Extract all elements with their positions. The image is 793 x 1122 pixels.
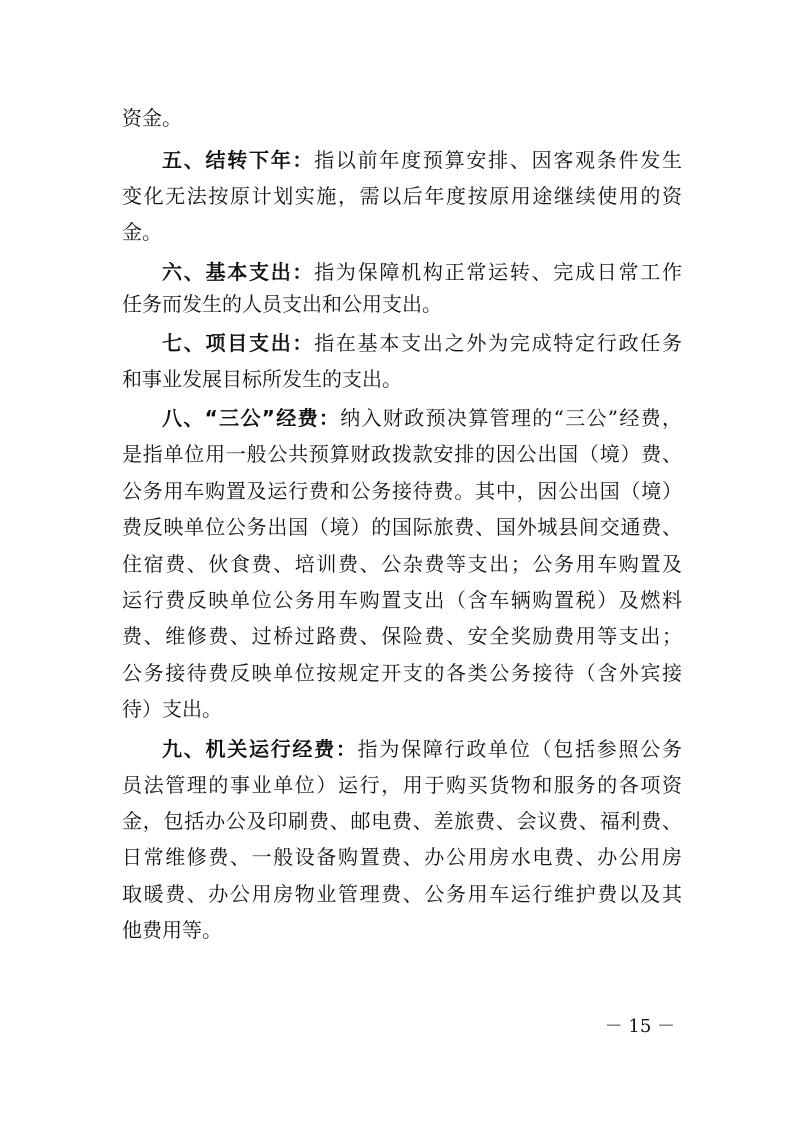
paragraph-9-line-2 <box>122 770 682 800</box>
paragraph-8-line-3 <box>122 476 682 506</box>
paragraph-8-line-7 <box>122 621 682 651</box>
paragraph-9-line-4 <box>122 842 682 872</box>
paragraph-9-line-3 <box>122 806 682 836</box>
paragraph-8-line-1 <box>162 403 682 433</box>
paragraph-text: 他费用等。 <box>122 918 222 942</box>
paragraph-text: 住宿费、伙食费、培训费、公杂费等支出；公务用车购置及 <box>122 552 682 576</box>
paragraph-5-line-3 <box>122 217 682 247</box>
paragraph-8-line-8 <box>122 658 682 688</box>
paragraph-6-line-2 <box>122 289 682 319</box>
paragraph-text: 费反映单位公务出国（境）的国际旅费、国外城县间交通费、 <box>122 515 682 539</box>
paragraph-8-line-9 <box>122 694 682 724</box>
paragraph-text: 金，包括办公及印刷费、邮电费、差旅费、会议费、福利费、 <box>122 809 682 833</box>
paragraph-text: 金。 <box>122 220 162 244</box>
paragraph-text: 任务而发生的人员支出和公用支出。 <box>122 292 442 316</box>
paragraph-9-line-6 <box>122 915 682 945</box>
paragraph-text: 员法管理的事业单位）运行，用于购买货物和服务的各项资 <box>122 773 682 797</box>
paragraph-9-line-1 <box>162 734 682 764</box>
term-heading: 九、机关运行经费： <box>162 737 358 761</box>
paragraph-text: 纳入财政预决算管理的“三公”经费， <box>340 406 682 430</box>
term-heading: 五、结转下年： <box>162 148 315 172</box>
paragraph-text: 取暖费、办公用房物业管理费、公务用车运行维护费以及其 <box>122 882 682 906</box>
term-heading: 七、项目支出： <box>162 331 315 355</box>
paragraph-text: 运行费反映单位公务用车购置支出（含车辆购置税）及燃料 <box>122 588 682 612</box>
paragraph-text: 变化无法按原计划实施，需以后年度按原用途继续使用的资 <box>122 184 682 208</box>
term-heading: 六、基本支出： <box>162 260 315 284</box>
paragraph-text: 指为保障机构正常运转、完成日常工作 <box>314 260 682 284</box>
paragraph-6-line-1 <box>162 257 682 287</box>
paragraph-text: 公务接待费反映单位按规定开支的各类公务接待（含外宾接 <box>122 661 682 685</box>
paragraph-text: 费、维修费、过桥过路费、保险费、安全奖励费用等支出； <box>122 624 682 648</box>
paragraph-text: 资金。 <box>122 106 182 130</box>
paragraph-5-line-1 <box>162 145 682 175</box>
term-heading: 八、“三公”经费： <box>162 406 341 430</box>
paragraph-7-line-2 <box>122 364 682 394</box>
paragraph-text: 公务用车购置及运行费和公务接待费。其中，因公出国（境） <box>122 479 682 503</box>
paragraph-text: 日常维修费、一般设备购置费、办公用房水电费、办公用房 <box>122 845 682 869</box>
page-number: － 15 － <box>604 1016 675 1037</box>
paragraph-4-line-1 <box>122 103 682 133</box>
paragraph-text: 待）支出。 <box>122 697 222 721</box>
paragraph-5-line-2 <box>122 181 682 211</box>
paragraph-text: 是指单位用一般公共预算财政拨款安排的因公出国（境）费、 <box>122 442 682 466</box>
paragraph-text: 指以前年度预算安排、因客观条件发生 <box>314 148 682 172</box>
paragraph-8-line-5 <box>122 549 682 579</box>
paragraph-8-line-4 <box>122 512 682 542</box>
paragraph-text: 和事业发展目标所发生的支出。 <box>122 367 402 391</box>
paragraph-text: 指为保障行政单位（包括参照公务 <box>357 737 682 761</box>
paragraph-text: 指在基本支出之外为完成特定行政任务 <box>314 331 682 355</box>
paragraph-9-line-5 <box>122 879 682 909</box>
paragraph-8-line-6 <box>122 585 682 615</box>
paragraph-8-line-2 <box>122 439 682 469</box>
paragraph-7-line-1 <box>162 328 682 358</box>
